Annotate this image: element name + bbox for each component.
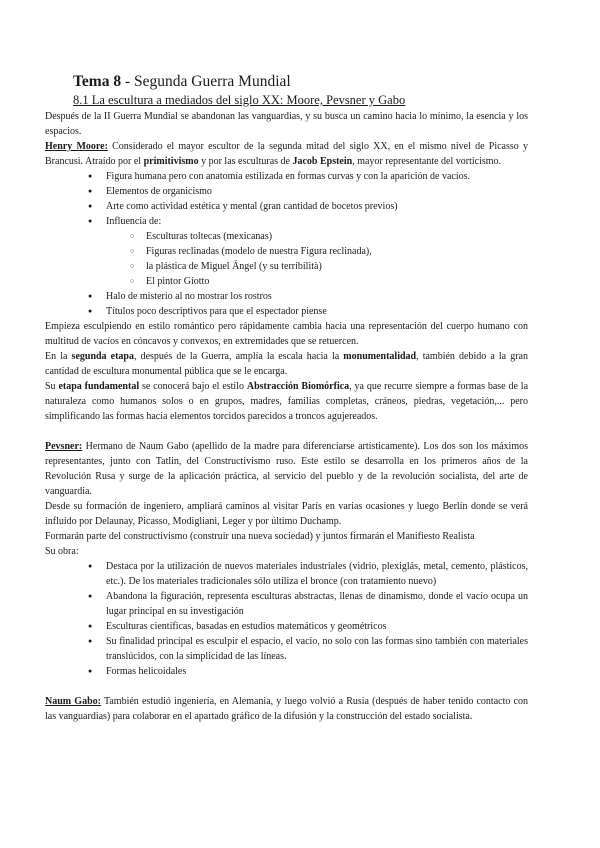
moore-p1d: Jacob Epstein — [292, 156, 353, 167]
list-item: ● Formas helicoidales — [45, 664, 528, 679]
title-bold: Tema 8 — [73, 73, 122, 90]
document-page — [45, 72, 528, 724]
moore-paragraph-3 — [45, 349, 528, 379]
moore-p4a: Su — [45, 381, 59, 392]
moore-p1a: Considerado el mayor escultor de la segunda mitad del siglo XX, en el mismo nivel de Picasso y Brancusi. Atraído por el — [45, 141, 528, 167]
list-item: ● Abandona la figuración, representa esculturas abstractas, llenas de dinamismo, donde el vacío ocupa un lugar principal en su investigación — [45, 589, 528, 619]
list-item: ● Elementos de organicismo — [45, 184, 528, 199]
sublist-item: ○ Figuras reclinadas (modelo de nuestra Figura reclinada), — [106, 244, 528, 259]
list-item: ● Arte como actividad estética y mental (gran cantidad de bocetos previos) — [45, 199, 528, 214]
title-rest: - Segunda Guerra Mundial — [121, 73, 291, 90]
list-item: ● Esculturas científicas, basadas en estudios matemáticos y geométricos — [45, 619, 528, 634]
spacer — [45, 679, 528, 694]
moore-p4c: se conocerá bajo el estilo — [139, 381, 247, 392]
sublist-item: ○ Esculturas toltecas (mexicanas) — [106, 229, 528, 244]
list-item: ● Halo de misterio al no mostrar los rostros — [45, 289, 528, 304]
pevsner-bullet-list — [45, 559, 528, 679]
pevsner-p1: Hermano de Naum Gabo (apellido de la madre para diferenciarse artísticamente). Los dos son los máximos representantes, junto con Tatlin, del Constructivismo ruso. Este estilo se desarrolla en los primeros años de la Revolución Rusa y surge de la aplicación práctica, al servicio del pueblo y de la revolución socialista, del arte de vanguardia. — [45, 441, 528, 497]
pevsner-name: Pevsner: — [45, 441, 83, 452]
moore-p4b: etapa fundamental — [58, 381, 140, 392]
moore-bullet-list — [45, 169, 528, 319]
gabo-name: Naum Gabo: — [45, 696, 101, 707]
moore-p3e: , también debido a la gran cantidad de escultura monumental pública que se le encarga. — [45, 351, 528, 377]
moore-paragraph-4 — [45, 379, 528, 424]
influence-label: Influencia de: — [106, 216, 162, 227]
influence-sublist — [106, 229, 528, 289]
list-item-influences — [45, 214, 528, 289]
list-item: ● Destaca por la utilización de nuevos materiales industriales (vidrio, plexiglás, metal, cemento, plásticos, etc.). De los materiales tradicionales sólo utiliza el bronce (con tratamiento nuevo) — [45, 559, 528, 589]
moore-p3c: , después de la Guerra, amplía la escala hacia la — [134, 351, 344, 362]
moore-p3a: En la — [45, 351, 72, 362]
moore-name: Henry Moore: — [45, 141, 108, 152]
sublist-item: ○ El pintor Giotto — [106, 274, 528, 289]
moore-p3b: segunda etapa — [71, 351, 134, 362]
moore-p1e: , mayor representante del vorticismo. — [352, 156, 502, 167]
moore-paragraph-1 — [45, 139, 528, 169]
gabo-p1: También estudió ingeniería, en Alemania, y luego volvió a Rusia (después de haber tenido contacto con las vanguardias) para colaborar en el apartado gráfico de la difusión y la construcción del estado socialista. — [45, 696, 528, 722]
section-subtitle: 8.1 La escultura a mediados del siglo XX: Moore, Pevsner y Gabo — [73, 93, 406, 107]
pevsner-paragraph-2: Desde su formación de ingeniero, ampliará caminos al visitar París en varias ocasiones y luego Berlín donde se verá influido por Delaunay, Picasso, Modigliani, Leger y por último Duchamp. — [45, 501, 528, 527]
moore-p3d: monumentalidad — [343, 351, 417, 362]
pevsner-paragraph-4: Su obra: — [45, 546, 79, 557]
moore-p1c: y por las esculturas de — [198, 156, 293, 167]
sublist-item: ○ la plástica de Miguel Ángel (y su terribilità) — [106, 259, 528, 274]
list-item: ● Su finalidad principal es esculpir el espacio, el vacío, no solo con las formas sino también con materiales translúcidos, con la simplicidad de las líneas. — [45, 634, 528, 664]
page-title — [73, 72, 528, 92]
gabo-paragraph-1 — [45, 694, 528, 724]
pevsner-paragraph-1 — [45, 439, 528, 499]
spacer — [45, 424, 528, 439]
moore-p1b: primitivismo — [143, 156, 199, 167]
list-item: ● Figura humana pero con anatomía estilizada en formas curvas y con la aparición de vacíos. — [45, 169, 528, 184]
moore-p4d: Abstracción Biomórfica — [246, 381, 350, 392]
intro-paragraph: Después de la II Guerra Mundial se abandonan las vanguardias, y su busca un camino hacia lo mínimo, la esencia y los espacios. — [45, 111, 528, 137]
moore-paragraph-2: Empieza esculpiendo en estilo romántico pero rápidamente cambia hacia una representación del cuerpo humano con multitud de vacíos en cóncavos y convexos, en extremidades que se retuercen. — [45, 321, 528, 347]
moore-p4e: , ya que recurre siempre a formas base de la naturaleza como humanos solos o en grupos, madres, familias completas, cráneos, piedras, vegetación,... pero simplificando las formas hacia elementos torcidos parecidos a troncos agujereados. — [45, 381, 529, 422]
list-item: ● Títulos poco descriptivos para que el espectador piense — [45, 304, 528, 319]
pevsner-paragraph-3: Formarán parte del constructivismo (construir una nueva sociedad) y juntos firmarán el Manifiesto Realista — [45, 531, 475, 542]
